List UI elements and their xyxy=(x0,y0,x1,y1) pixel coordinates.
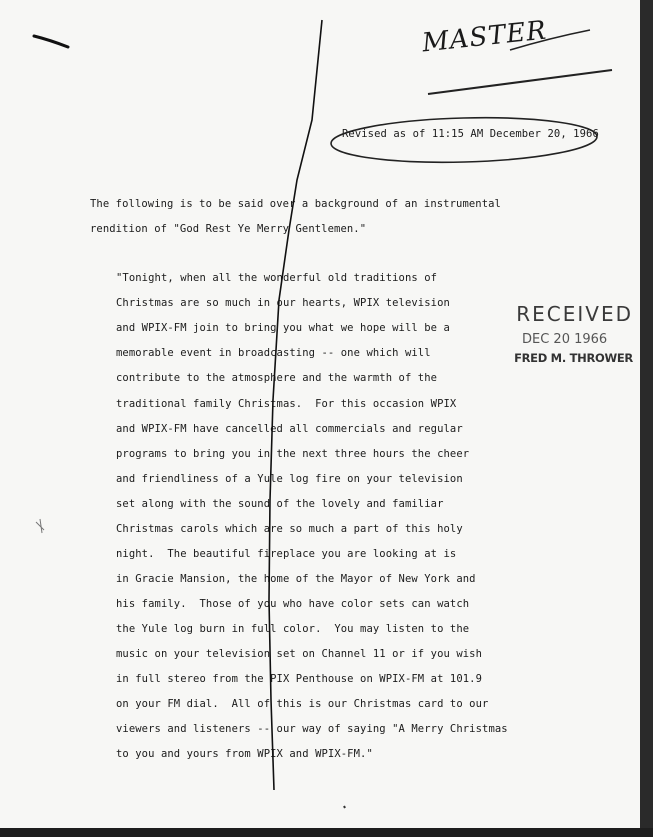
pen-underline-master xyxy=(510,30,590,50)
body-line: set along with the sound of the lovely and familiar xyxy=(116,498,444,510)
pen-vertical-line xyxy=(269,20,322,790)
pen-dash-top-left xyxy=(34,36,68,47)
body-line: his family. Those of you who have color sets can watch xyxy=(116,598,470,610)
body-line: in Gracie Mansion, the home of the Mayor of New York and xyxy=(116,573,476,585)
body-line: music on your television set on Channel 11 or if you wish xyxy=(116,648,483,660)
pen-dot-bottom xyxy=(344,806,345,808)
page-edge-right xyxy=(640,0,653,837)
body-line: night. The beautiful fireplace you are looking at is xyxy=(116,548,457,560)
stamp-date: DEC 20 1966 xyxy=(522,332,608,347)
intro-line: rendition of "God Rest Ye Merry Gentlemen." xyxy=(90,223,367,235)
body-line: "Tonight, when all the wonderful old traditions of xyxy=(116,272,438,284)
pen-mark-left-margin xyxy=(36,519,44,533)
body-line: programs to bring you in the next three hours the cheer xyxy=(116,448,470,460)
body-line: and friendliness of a Yule log fire on your television xyxy=(116,473,463,485)
body-line: the Yule log burn in full color. You may listen to the xyxy=(116,623,470,635)
body-line: viewers and listeners -- our way of saying "A Merry Christmas xyxy=(116,723,508,735)
body-line: in full stereo from the PIX Penthouse on WPIX-FM at 101.9 xyxy=(116,673,483,685)
body-line: Christmas are so much in our hearts, WPIX television xyxy=(116,297,450,309)
handwritten-master-note: MASTER xyxy=(420,15,549,59)
body-line: and WPIX-FM have cancelled all commercials and regular xyxy=(116,423,463,435)
revised-date-line: Revised as of 11:15 AM December 20, 1966 xyxy=(342,128,599,140)
page-edge-bottom xyxy=(0,828,653,837)
body-line: traditional family Christmas. For this occasion WPIX xyxy=(116,398,457,410)
body-line: and WPIX-FM join to bring you what we hope will be a xyxy=(116,322,450,334)
stamp-received-text: RECEIVED xyxy=(516,302,633,326)
body-line: memorable event in broadcasting -- one which will xyxy=(116,347,431,359)
pen-underline-top xyxy=(428,70,612,94)
stamp-name: FRED M. THROWER xyxy=(514,351,633,365)
body-line: contribute to the atmosphere and the warmth of the xyxy=(116,372,438,384)
intro-line: The following is to be said over a background of an instrumental xyxy=(90,198,501,210)
body-line: to you and yours from WPIX and WPIX-FM." xyxy=(116,748,373,760)
body-line: on your FM dial. All of this is our Christmas card to our xyxy=(116,698,489,710)
pen-circle-revised xyxy=(330,115,597,166)
body-line: Christmas carols which are so much a part of this holy xyxy=(116,523,463,535)
